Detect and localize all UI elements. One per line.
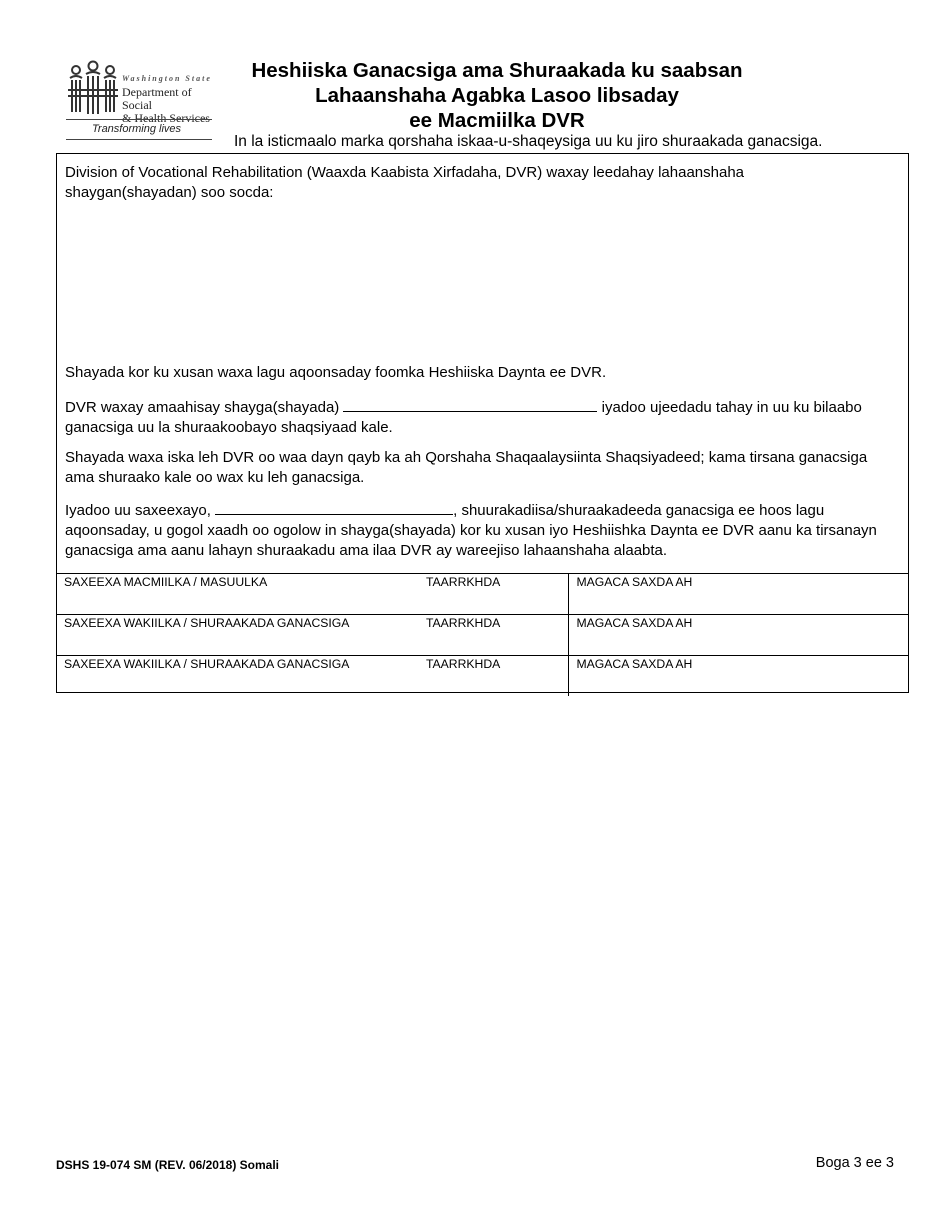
printed-name-field[interactable]: MAGACA SAXDA AH bbox=[568, 615, 909, 656]
form-subtitle: In la isticmaalo marka qorshaha iskaa-u-shaqeysiga uu ku jiro shuraakada ganacsiga. bbox=[234, 133, 823, 150]
signature-acknowledgment: Iyadoo uu saxeexayo, , shuurakadiisa/shuraakadeeda ganacsiga ee hoos lagu aqoonsaday, u gogol xaadh oo ogolow in shayga(shayada) kor ku xusan iyo Heshiishka Daynta ee DVR aanu ka tirsanayn ganacsiga ama aanu lahayn shuraakadu ama ilaa DVR ay wareejiso lahaanshaha alaabta. bbox=[65, 502, 877, 559]
table-row bbox=[56, 656, 909, 697]
table-row bbox=[56, 574, 909, 615]
dshs-people-icon bbox=[66, 60, 120, 116]
partner-name-field[interactable] bbox=[215, 500, 453, 515]
logo-state-text: Washington State bbox=[122, 74, 212, 83]
form-body-box bbox=[56, 153, 909, 693]
logo-department-text: Department of Social & Health Services bbox=[122, 85, 210, 125]
dshs-logo bbox=[64, 58, 216, 142]
loan-agreement-reference: Shayada kor ku xusan waxa lagu aqoonsaday foomka Heshiiska Daynta ee DVR. bbox=[65, 364, 607, 381]
logo-tagline: Transforming lives bbox=[92, 123, 182, 135]
ownership-statement: Division of Vocational Rehabilitation (Waaxda Kaabista Xirfadaha, DVR) waxay leedahay lahaanshaha shaygan(shayadan) soo socda: bbox=[65, 164, 745, 201]
lent-items-statement: DVR waxay amaahisay shayga(shayada) iyadoo ujeedadu tahay in uu ku bilaabo ganacsiga uu la shuraakoobayo shaqsiyaad kale. bbox=[65, 399, 862, 436]
logo-divider bbox=[66, 119, 212, 120]
date-field[interactable]: TAARRKHDA bbox=[418, 615, 568, 656]
partner-signature-field[interactable]: SAXEEXA WAKIILKA / SHURAAKADA GANACSIGA bbox=[56, 615, 418, 656]
dvr-ownership-statement: Shayada waxa iska leh DVR oo waa dayn qayb ka ah Qorshaha Shaqaalaysiinta Shaqsiyadeed; kama tirsana ganacsiga ama shuraako kale oo wax ku leh ganacsiga. bbox=[65, 449, 868, 486]
form-id: DSHS 19-074 SM (REV. 06/2018) Somali bbox=[56, 1158, 279, 1172]
printed-name-field[interactable]: MAGACA SAXDA AH bbox=[568, 574, 909, 615]
date-field[interactable]: TAARRKHDA bbox=[418, 656, 568, 697]
table-row bbox=[56, 615, 909, 656]
client-signature-field[interactable]: SAXEEXA MACMIILKA / MASUULKA bbox=[56, 574, 418, 615]
page-number: Boga 3 ee 3 bbox=[815, 1155, 894, 1171]
partner-signature-field[interactable]: SAXEEXA WAKIILKA / SHURAAKADA GANACSIGA bbox=[56, 656, 418, 697]
client-name-field[interactable] bbox=[343, 397, 597, 412]
date-field[interactable]: TAARRKHDA bbox=[418, 574, 568, 615]
form-title: Heshiiska Ganacsiga ama Shuraakada ku saabsan Lahaanshaha Agabka Lasoo libsaday ee Macmiilka DVR bbox=[251, 59, 743, 132]
signature-table bbox=[56, 573, 909, 696]
logo-divider bbox=[66, 139, 212, 140]
printed-name-field[interactable]: MAGACA SAXDA AH bbox=[568, 656, 909, 697]
